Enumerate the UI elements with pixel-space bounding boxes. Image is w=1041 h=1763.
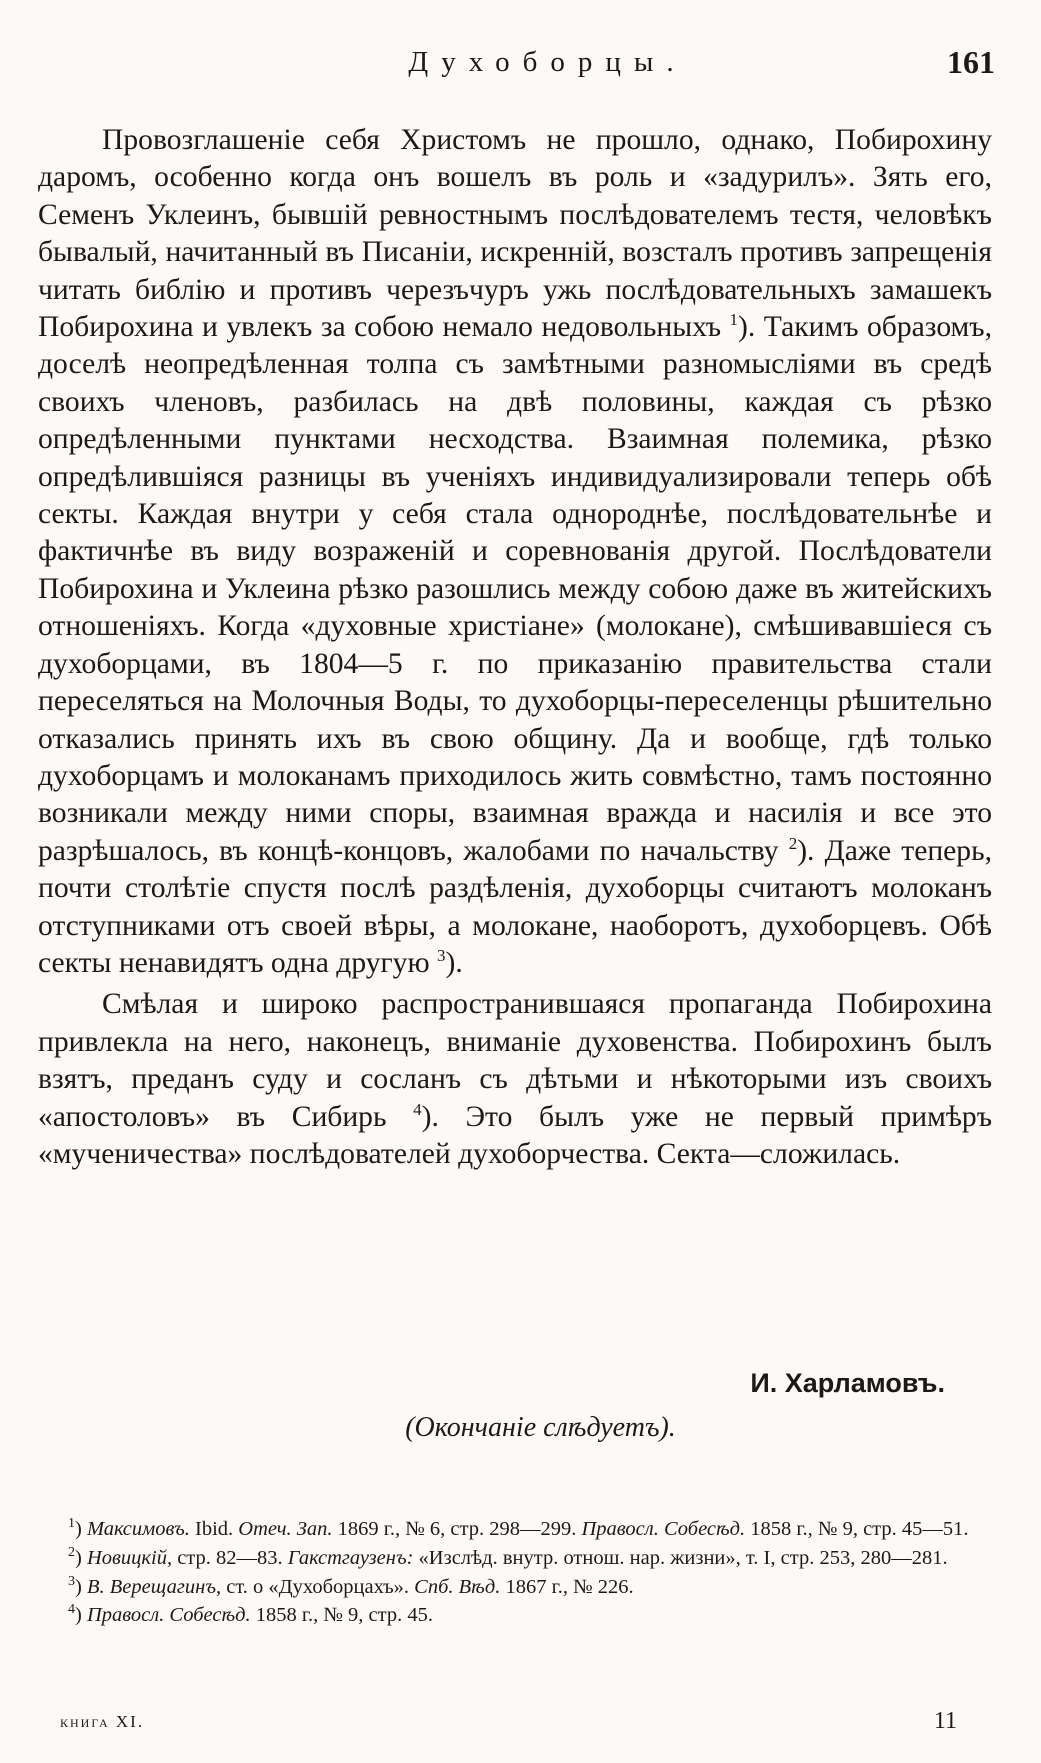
main-text bbox=[38, 122, 992, 1173]
footnote-number: 3 bbox=[68, 1573, 75, 1589]
footnote-reference: 2 bbox=[788, 833, 798, 853]
footnote-author: Максимовъ. bbox=[86, 1518, 190, 1540]
footnote-source: Отеч. Зап. bbox=[238, 1518, 333, 1540]
footnote-author: Новицкій, bbox=[86, 1546, 173, 1569]
running-title: Духоборцы. bbox=[408, 46, 687, 78]
footnote-text: 1858 г., № 9, стр. 45. bbox=[250, 1604, 433, 1627]
footnotes bbox=[40, 1515, 990, 1630]
footnote-1 bbox=[40, 1515, 990, 1544]
page-footer bbox=[60, 1708, 957, 1742]
text-run: ). Это былъ уже не первый примѣръ «мученичества» послѣдователей духоборчества. Секта—сложилась. bbox=[38, 1100, 992, 1170]
footnote-2 bbox=[40, 1544, 990, 1573]
footnote-source: Правосл. Собесѣд. bbox=[581, 1518, 746, 1540]
footnote-source: Спб. Вѣд. bbox=[414, 1575, 501, 1598]
footnote-text: 1867 г., № 226. bbox=[500, 1575, 634, 1598]
text-run: ). bbox=[445, 946, 463, 979]
paragraph-2 bbox=[38, 986, 992, 1173]
text-run: Смѣлая и широко распространившаяся пропаганда Побирохина привлекла на него, наконецъ, вниманіе духовенства. Побирохинъ былъ взятъ, преданъ суду и сосланъ съ дѣтьми и нѣкоторыми изъ своихъ «апостоловъ» въ Сибирь bbox=[38, 988, 992, 1133]
footnote-text: стр. 82—83. bbox=[172, 1546, 288, 1569]
signature-mark: книга XI. bbox=[60, 1712, 145, 1731]
footnote-mark: ) bbox=[75, 1546, 87, 1569]
author-signature: И. Харламовъ. bbox=[750, 1368, 945, 1398]
footnote-3 bbox=[40, 1573, 990, 1602]
footnote-mark: ) bbox=[75, 1575, 87, 1598]
footnote-number: 1 bbox=[68, 1516, 75, 1532]
footnote-reference: 1 bbox=[729, 310, 739, 330]
continuation-note: (Окончаніе слѣдуетъ). bbox=[405, 1412, 676, 1443]
footnote-author: Правосл. Собесѣд. bbox=[86, 1604, 251, 1627]
footnote-source: Гакстгаузенъ: bbox=[287, 1546, 414, 1569]
text-run: Провозглашеніе себя Христомъ не прошло, однако, Побирохину даромъ, особенно когда онъ вошелъ въ роль и «задурилъ». Зять его, Семенъ Уклеинъ, бывшій ревностнымъ послѣдователемъ тестя, человѣкъ бывалый, начитанный въ Писаніи, искренній, возсталъ противъ запрещенія читать библію и противъ черезъчуръ ужь послѣдовательныхъ замашекъ Побирохина и увлекъ за собою немало недовольныхъ bbox=[38, 124, 992, 344]
footnote-text: «Изслѣд. внутр. отнош. нар. жизни», т. I, стр. 253, 280—281. bbox=[413, 1546, 948, 1569]
footnote-number: 2 bbox=[68, 1544, 75, 1560]
footnote-text: Ibid. bbox=[189, 1518, 239, 1540]
footnote-text: 1869 г., № 6, стр. 298—299. bbox=[332, 1518, 582, 1540]
footnote-text: 1858 г., № 9, стр. 45—51. bbox=[745, 1518, 969, 1540]
footnote-mark: ) bbox=[75, 1518, 87, 1540]
footnote-4 bbox=[40, 1601, 990, 1630]
text-run: ). Такимъ образомъ, доселѣ неопредѣленная толпа съ замѣтными разномысліями въ средѣ своихъ членовъ, разбилась на двѣ половины, каждая съ рѣзко опредѣленными пунктами несходства. Взаимная полемика, рѣзко опредѣлившіяся разницы въ ученіяхъ индивидуализировали теперь обѣ секты. Каждая внутри у себя стала однороднѣе, послѣдовательнѣе и фактичнѣе въ виду возраженій и соревнованія другой. Послѣдователи Побирохина и Уклеина рѣзко разошлись между собою даже въ житейскихъ отношеніяхъ. Когда «духовные христіане» (молокане), смѣшивавшіеся съ духоборцами, въ 1804—5 г. по приказанію правительства стали переселяться на Молочныя Воды, то духоборцы-переселенцы рѣшительно отказались принять ихъ въ свою общину. Да и вообще, гдѣ только духоборцамъ и молоканамъ приходилось жить совмѣстно, тамъ постоянно возникали между ними споры, взаимная вражда и насилія и все это разрѣшалось, въ концѣ-концовъ, жалобами по начальству bbox=[38, 311, 992, 867]
footnote-text: ст. о «Духоборцахъ». bbox=[221, 1575, 415, 1598]
text-run: ). Даже теперь, почти столѣтіе спустя послѣ раздѣленія, духоборцы считаютъ молоканъ отступниками отъ своей вѣры, а молокане, наоборотъ, духоборцевъ. Обѣ секты ненавидятъ одна другую bbox=[38, 834, 992, 979]
page-number: 161 bbox=[947, 44, 995, 80]
footnote-mark: ) bbox=[75, 1604, 87, 1627]
footnote-reference: 4 bbox=[413, 1099, 422, 1119]
footnote-author: В. Верещагинъ, bbox=[86, 1575, 222, 1598]
page-header bbox=[40, 46, 995, 86]
footnote-number: 4 bbox=[68, 1602, 75, 1618]
sheet-number: 11 bbox=[933, 1708, 957, 1734]
footnote-reference: 3 bbox=[436, 946, 446, 966]
paragraph-1 bbox=[38, 122, 992, 982]
